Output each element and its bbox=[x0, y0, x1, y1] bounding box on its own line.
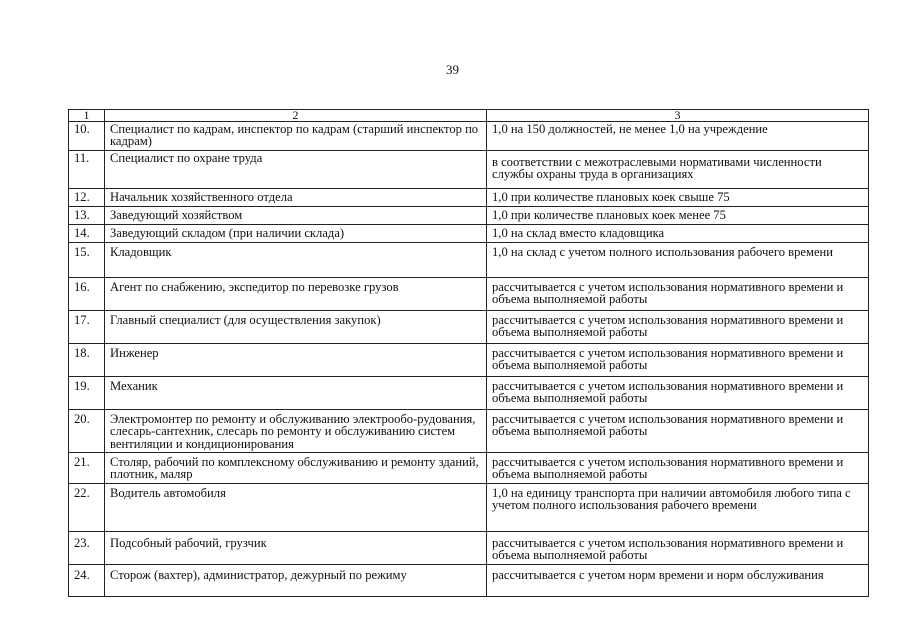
position-name: Сторож (вахтер), администратор, дежурный по режиму bbox=[105, 565, 487, 597]
position-name: Кладовщик bbox=[105, 243, 487, 278]
position-name: Водитель автомобиля bbox=[105, 484, 487, 532]
table-row bbox=[69, 243, 869, 278]
table-row bbox=[69, 453, 869, 484]
table-row bbox=[69, 344, 869, 377]
position-name: Заведующий складом (при наличии склада) bbox=[105, 225, 487, 243]
staffing-norm: 1,0 при количестве плановых коек свыше 75 bbox=[487, 189, 869, 207]
staffing-norm: 1,0 на единицу транспорта при наличии автомобиля любого типа с учетом полного использования рабочего времени bbox=[487, 484, 869, 532]
row-number: 24. bbox=[69, 565, 105, 597]
position-name: Специалист по охране труда bbox=[105, 151, 487, 189]
position-name: Специалист по кадрам, инспектор по кадрам (старший инспектор по кадрам) bbox=[105, 122, 487, 151]
row-number: 21. bbox=[69, 453, 105, 484]
row-number: 11. bbox=[69, 151, 105, 189]
staffing-norm: 1,0 при количестве плановых коек менее 75 bbox=[487, 207, 869, 225]
column-header-3: 3 bbox=[487, 110, 869, 122]
table-row bbox=[69, 532, 869, 565]
staffing-norm: рассчитывается с учетом использования нормативного времени и объема выполняемой работы bbox=[487, 410, 869, 453]
row-number: 15. bbox=[69, 243, 105, 278]
position-name: Заведующий хозяйством bbox=[105, 207, 487, 225]
table-row bbox=[69, 484, 869, 532]
table-row bbox=[69, 377, 869, 410]
staffing-norm: 1,0 на 150 должностей, не менее 1,0 на учреждение bbox=[487, 122, 869, 151]
position-name: Инженер bbox=[105, 344, 487, 377]
row-number: 14. bbox=[69, 225, 105, 243]
column-header-2: 2 bbox=[105, 110, 487, 122]
staffing-norm: 1,0 на склад с учетом полного использования рабочего времени bbox=[487, 243, 869, 278]
position-name: Электромонтер по ремонту и обслуживанию электрообо-рудования, слесарь-сантехник, слесарь по ремонту и обслуживанию систем вентиляции и кондиционирования bbox=[105, 410, 487, 453]
row-number: 16. bbox=[69, 278, 105, 311]
row-number: 13. bbox=[69, 207, 105, 225]
staffing-norm: рассчитывается с учетом норм времени и норм обслуживания bbox=[487, 565, 869, 597]
position-name: Главный специалист (для осуществления закупок) bbox=[105, 311, 487, 344]
row-number: 22. bbox=[69, 484, 105, 532]
table-row bbox=[69, 151, 869, 189]
row-number: 10. bbox=[69, 122, 105, 151]
table-row bbox=[69, 565, 869, 597]
staffing-norm: 1,0 на склад вместо кладовщика bbox=[487, 225, 869, 243]
table-row bbox=[69, 122, 869, 151]
staffing-norm: рассчитывается с учетом использования нормативного времени и объема выполняемой работы bbox=[487, 377, 869, 410]
table-row bbox=[69, 225, 869, 243]
table-row bbox=[69, 189, 869, 207]
staffing-norm: в соответствии с межотраслевыми нормативами численности службы охраны труда в организациях bbox=[487, 151, 869, 189]
position-name: Подсобный рабочий, грузчик bbox=[105, 532, 487, 565]
table-row bbox=[69, 207, 869, 225]
staffing-norm: рассчитывается с учетом использования нормативного времени и объема выполняемой работы bbox=[487, 311, 869, 344]
row-number: 12. bbox=[69, 189, 105, 207]
staffing-norm: рассчитывается с учетом использования нормативного времени и объема выполняемой работы bbox=[487, 532, 869, 565]
column-header-1: 1 bbox=[69, 110, 105, 122]
row-number: 18. bbox=[69, 344, 105, 377]
position-name: Механик bbox=[105, 377, 487, 410]
row-number: 17. bbox=[69, 311, 105, 344]
staffing-norm: рассчитывается с учетом использования нормативного времени и объема выполняемой работы bbox=[487, 453, 869, 484]
table-row bbox=[69, 410, 869, 453]
staffing-norm: рассчитывается с учетом использования нормативного времени и объема выполняемой работы bbox=[487, 278, 869, 311]
position-name: Начальник хозяйственного отдела bbox=[105, 189, 487, 207]
staffing-norms-table bbox=[68, 109, 869, 597]
table-row bbox=[69, 278, 869, 311]
position-name: Агент по снабжению, экспедитор по перевозке грузов bbox=[105, 278, 487, 311]
row-number: 23. bbox=[69, 532, 105, 565]
table-header-row bbox=[69, 110, 869, 122]
row-number: 20. bbox=[69, 410, 105, 453]
position-name: Столяр, рабочий по комплексному обслуживанию и ремонту зданий, плотник, маляр bbox=[105, 453, 487, 484]
staffing-norm: рассчитывается с учетом использования нормативного времени и объема выполняемой работы bbox=[487, 344, 869, 377]
table-row bbox=[69, 311, 869, 344]
row-number: 19. bbox=[69, 377, 105, 410]
page-number: 39 bbox=[446, 62, 459, 77]
